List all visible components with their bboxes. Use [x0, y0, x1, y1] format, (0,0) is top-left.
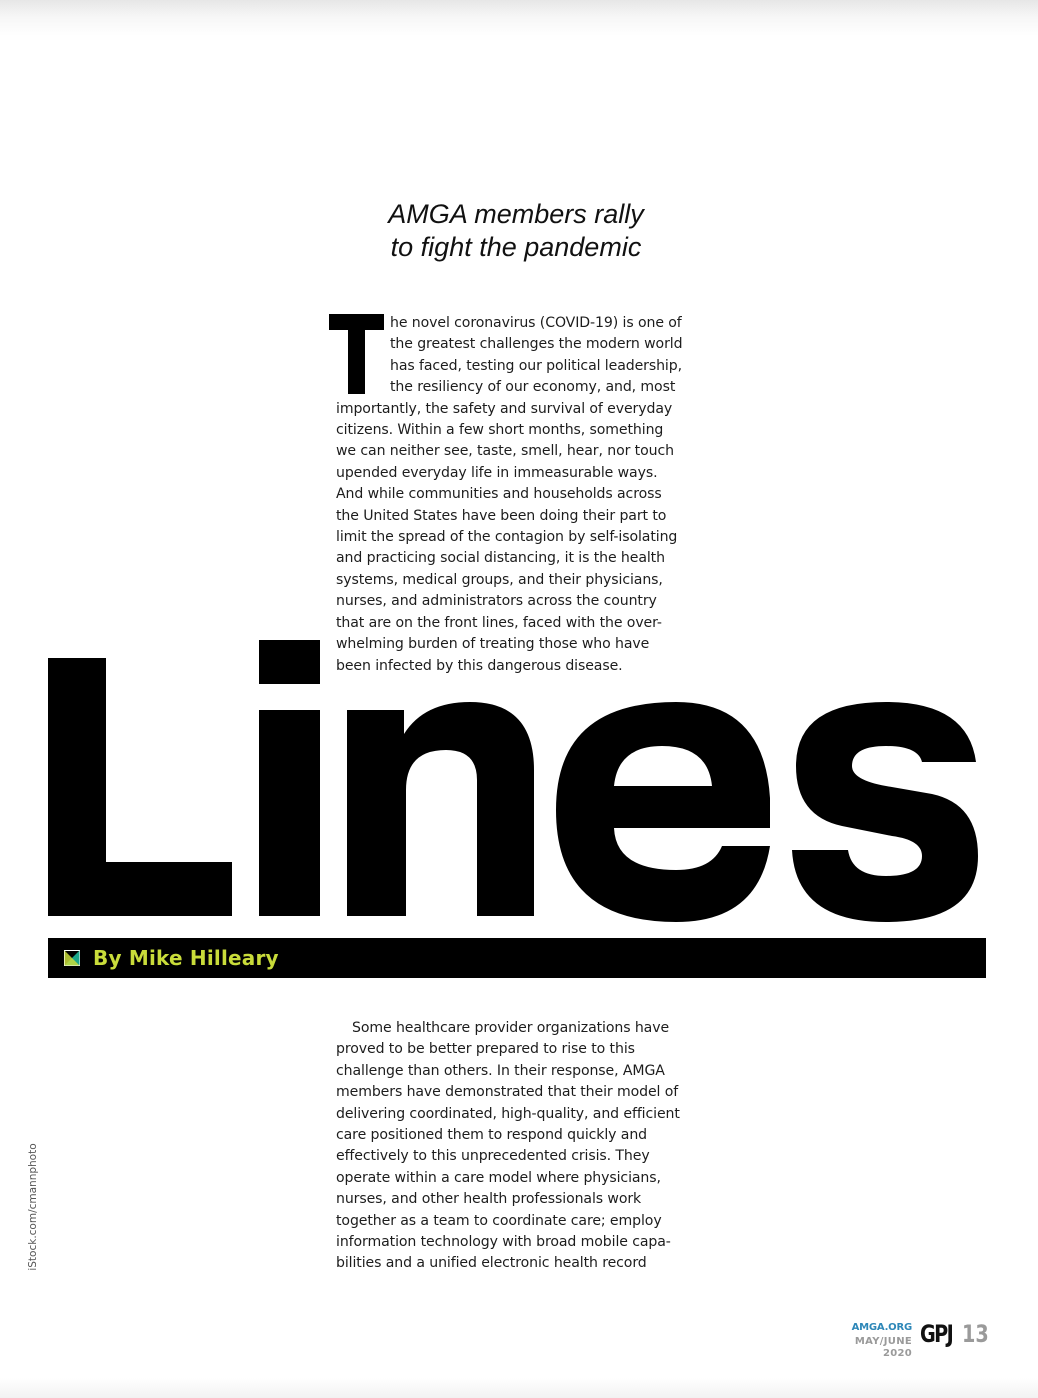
intro-line: upended everyday life in immeasurable ways.	[336, 464, 658, 481]
body-paragraph	[336, 1018, 700, 1275]
body-line: challenge than others. In their response, AMGA	[336, 1062, 665, 1079]
body-line: effectively to this unprecedented crisis. They	[336, 1148, 650, 1165]
intro-line: he novel coronavirus (COVID-19) is one of	[390, 315, 682, 331]
intro-line: we can neither see, taste, smell, hear, nor touch	[336, 443, 674, 460]
byline-author: By Mike Hilleary	[93, 946, 279, 970]
intro-line: citizens. Within a few short months, something	[336, 422, 664, 439]
body-line: bilities and a unified electronic health record	[336, 1255, 647, 1272]
folio-magazine: GPJ	[920, 1320, 953, 1348]
photo-credit: iStock.com/cmannphoto	[27, 1143, 39, 1271]
headline-letter-i-dot	[259, 640, 320, 684]
intro-line: and practicing social distancing, it is the health	[336, 550, 665, 567]
intro-line: been infected by this dangerous disease.	[336, 657, 623, 674]
headline-letter-s	[792, 702, 978, 922]
body-line: delivering coordinated, high-quality, and efficient	[336, 1105, 680, 1122]
body-line: together as a team to coordinate care; employ	[336, 1212, 662, 1229]
body-line: care positioned them to respond quickly and	[336, 1127, 647, 1144]
folio-site: AMGA.ORG	[851, 1322, 912, 1333]
body-line: information technology with broad mobile capa-	[336, 1234, 671, 1251]
headline-letter-e	[556, 702, 770, 922]
deck-line-2: to fight the pandemic	[390, 232, 642, 262]
intro-line: nurses, and administrators across the country	[336, 593, 657, 610]
bottom-shadow	[0, 1378, 1038, 1398]
headline-letter-n	[347, 702, 534, 916]
byline-bar	[48, 938, 986, 978]
triangle-square-icon	[64, 950, 80, 966]
body-line: operate within a care model where physicians,	[336, 1169, 661, 1186]
body-line: nurses, and other health professionals work	[336, 1191, 642, 1208]
intro-line: that are on the front lines, faced with the over-	[336, 614, 662, 631]
intro-line: limit the spread of the contagion by self-isolating	[336, 529, 678, 546]
folio-issue: MAY/JUNE 2020	[854, 1336, 912, 1359]
deck-line-1: AMGA members rally	[388, 199, 644, 229]
top-shadow	[0, 0, 1038, 36]
intro-line: systems, medical groups, and their physicians,	[336, 571, 663, 588]
intro-line: the greatest challenges the modern world	[390, 336, 683, 353]
headline-letter-i-stem	[259, 710, 320, 916]
intro-line: has faced, testing our political leadership,	[390, 357, 682, 374]
intro-line: the United States have been doing their part to	[336, 507, 667, 524]
headline-letter-l	[48, 658, 232, 916]
headline-lines	[44, 600, 1004, 930]
intro-line: importantly, the safety and survival of everyday	[336, 400, 673, 417]
body-line: proved to be better prepared to rise to this	[336, 1041, 635, 1058]
intro-line: whelming burden of treating those who have	[336, 636, 650, 653]
page-number: 13	[962, 1320, 989, 1348]
body-line: members have demonstrated that their model of	[336, 1084, 679, 1101]
article-deck	[300, 198, 732, 264]
intro-line: the resiliency of our economy, and, most	[390, 379, 676, 396]
body-line: Some healthcare provider organizations have	[352, 1020, 670, 1036]
intro-line: And while communities and households across	[336, 486, 662, 503]
